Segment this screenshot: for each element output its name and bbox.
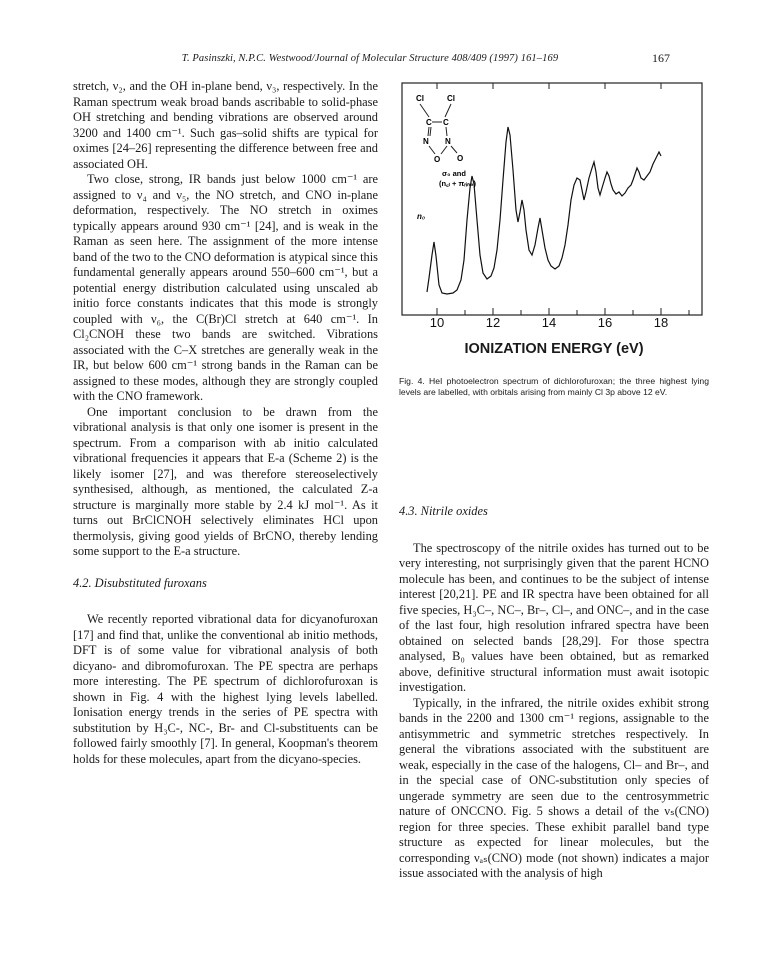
left-paragraph-3: One important conclusion to be drawn from the vibrational analysis is that only one isomer is present in the spectrum. From a comparison with ab initio calculated vibrational frequencies it appears that E-a (Scheme 2) is the likely isomer [27], and was therefore stereoselectively synthesised, although, as mentioned, the calculated Z-a structure is marginally more stable by 2.4 kJ mol⁻¹. As it turns out BrClCNOH selectively eliminates HCl upon thermolysis, giving good yields of BrCNO, thereby lending some support to the E-a structure. [73, 404, 378, 558]
label-n0: n₀ [417, 212, 426, 221]
left-paragraph-4: We recently reported vibrational data for dicyanofuroxan [17] and find that, unlike the conventional ab initio methods, DFT is of some value for vibrational analysis of both dicyano- and dibromofuroxan. The PE spectra are perhaps more interesting. The PE spectrum of dichlorofuroxan is shown in Fig. 4 with the highest lying levels labelled. Ionisation energy trends in the series of PE spectra with substitution by H₃C-, NC-, Br- and Cl-substituents can be followed fairly smoothly [7]. In general, Koopman's theorem holds for these molecules, apart from the dicyano-species. [73, 612, 378, 766]
label-sigma: σ₀ and [442, 169, 466, 178]
section-heading-disubstituted-furoxans: 4.2. Disubstituted furoxans [73, 575, 207, 590]
right-paragraph-2: Typically, in the infrared, the nitrile oxides exhibit strong bands in the 2200 and 1300 cm⁻¹ regions, assignable to the antisymmetric and symmetric stretches respectively. In general the vibrations associated with the substituent are weak, especially in the case of the halogens, Cl– and Br–, and in the special case of ONC-substitution only species of ungerade symmetry are seen due to the centrosymmetric nature of ONCCNO. Fig. 5 shows a detail of the νₛ(CNO) region for three species. These exhibit parallel band type structure as expected for linear molecules, but the corresponding νₐₛ(CNO) mode (not shown) indicates a major issue associated with the analysis of high [399, 695, 709, 880]
x-tick-label-14: 14 [541, 315, 557, 330]
label-c-2: C [443, 118, 449, 127]
label-cl-2: Cl [447, 94, 455, 103]
label-c-1: C [426, 118, 432, 127]
x-tick-label-10: 10 [429, 315, 445, 330]
label-n-2: N [445, 137, 451, 146]
figure-caption: Fig. 4. HeI photoelectron spectrum of dichlorofuroxan; the three highest lying levels are labelled, with orbitals arising from mainly Cl 3p above 12 eV. [399, 376, 709, 397]
x-tick-label-16: 16 [597, 315, 613, 330]
spectrum-trace [427, 127, 661, 294]
x-axis-title: IONIZATION ENERGY (eV) [464, 341, 644, 357]
label-o-ring: O [434, 155, 441, 164]
page-number: 167 [652, 51, 670, 65]
x-tick-label-12: 12 [485, 315, 501, 330]
label-cl-1: Cl [416, 94, 424, 103]
left-paragraph-2: Two close, strong, IR bands just below 1000 cm⁻¹ are assigned to ν₄ and ν₅, the NO stretch, and CNO in-plane deformation, respectively. The NO stretch in oximes typically appears around 930 cm⁻¹ [24], and is weak in the Raman as seen here. The assignment of the more intense band of the two to the CNO deformation is atypical since this fundamental generally appears around 550–600 cm⁻¹, but a potential energy distribution calculated using unscaled ab initio force constants indicates that this mode is strongly coupled with ν₆, the C(Br)Cl stretch at 640 cm⁻¹. In Cl₂CNOH these two bands are switched. Vibrations associated with the C–X stretches are generally weak in the IR, but below 600 cm⁻¹ strong bands in the Raman can be assigned to these modes, although they are strongly coupled with the CNO framework. [73, 172, 378, 403]
label-o-exo: O [457, 154, 464, 163]
section-heading-nitrile-oxides: 4.3. Nitrile oxides [399, 504, 488, 518]
pe-spectrum-figure [399, 80, 709, 340]
right-paragraph-1: The spectroscopy of the nitrile oxides has turned out to be very interesting, not surprisingly given that the parent HCNO molecule has been, and continues to be the subject of intense interest [20,21]. PE and IR spectra have been obtained for all five species, H₃C–, NC–, Br–, Cl–, and ONC–, and in the case of the last four, high resolution infrared spectra have been obtained on selected bands [28,29]. For those spectra analysed, B₀ values have been obtained, but as remarked above, definitive structural information must await isotopic investigation. [399, 540, 709, 694]
right-column [399, 504, 709, 882]
running-head: T. Pasinszki, N.P.C. Westwood/Journal of Molecular Structure 408/409 (1997) 161–169 [181, 53, 559, 64]
left-column [73, 79, 378, 767]
label-ncl-pi: (n꜀ₗ + πᵣᵢₙ₉) [439, 179, 477, 188]
x-tick-label-18: 18 [653, 315, 669, 330]
left-paragraph-1: stretch, ν₂, and the OH in-plane bend, ν₃, respectively. In the Raman spectrum weak broad bands ascribable to solid-phase OH stretching and bending vibrations are observed around 3200 and 1400 cm⁻¹. Such gas–solid shifts are typical for oximes [24–26] representing the difference between free and associated OH. [73, 79, 378, 171]
label-n-1: N [423, 137, 429, 146]
